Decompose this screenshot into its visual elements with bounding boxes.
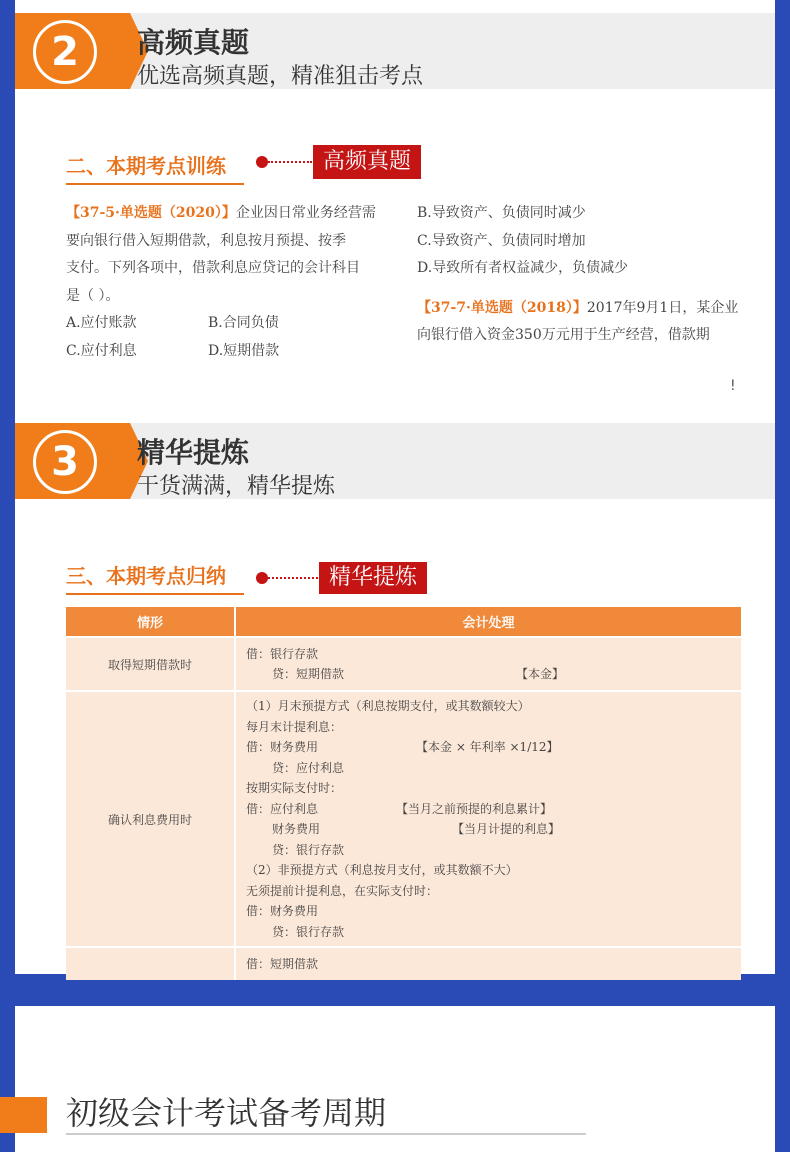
table-row: 取得短期借款时 借：银行存款 贷：短期借款 【本金】 <box>66 637 741 691</box>
summary-heading: 三、本期考点归纳 <box>66 560 226 589</box>
option-c: C.应付利息 <box>66 342 137 359</box>
practice-heading: 二、本期考点训练 <box>66 150 226 179</box>
option-a: A.应付账款 <box>66 315 137 331</box>
question-tag: 【37-7·单选题（2018）】 <box>417 299 587 316</box>
practice-tag: 高频真题 <box>313 145 421 179</box>
row-label: 取得短期借款时 <box>66 637 235 691</box>
summary-tag: 精华提炼 <box>319 562 427 594</box>
option-c-right: C.导致资产、负债同时增加 <box>417 232 586 249</box>
question-options-right: B.导致资产、负债同时减少 C.导致资产、负债同时增加 D.导致所有者权益减少，负债减少 【37-7·单选题（2018）】2017年9月1日，某企业 向银行借入资金350万元用于生产经营，借款期 <box>417 200 747 350</box>
section-number: 2 <box>33 20 97 84</box>
exclamation-mark: ! <box>730 378 736 394</box>
table-header: 会计处理 <box>235 607 741 637</box>
option-d: D.短期借款 <box>208 342 280 359</box>
section-title: 精华提炼 <box>137 436 250 469</box>
section-subtitle: 干货满满，精华提炼 <box>137 474 336 499</box>
table-row: 确认利息费用时 （1）月末预提方式（利息按期支付，或其数额较大） 每月末计提利息： 借：财务费用 【本金 × 年利率 ×1/12】 贷：应付利息 按期实际支付时： 借：应付利息 【当月之前预提的利息累计】 财务费用 【当月计提的利息】 贷：银行存款 （2）非预提方式（利息按月支付，或其数额不大） 无须提前计提利息，在实际支付时： 借：财务费用 贷：银行存款 <box>66 691 741 947</box>
section-number: 3 <box>33 430 97 494</box>
orange-accent-bar <box>0 1097 47 1133</box>
table-header: 情形 <box>66 607 235 637</box>
bottom-section-title: 初级会计考试备考周期 <box>66 1094 387 1132</box>
table-row: 借：短期借款 <box>66 947 741 980</box>
question-tag: 【37-5·单选题（2020）】 <box>66 205 236 221</box>
question-1: 【37-5·单选题（2020）】企业因日常业务经营需 要向银行借入短期借款，利息按月预提、按季 支付。下列各项中，借款利息应贷记的会计科目 是（ ）。 A.应付账款 B.合同负债 C.应付利息 D.短期借款 <box>66 200 396 350</box>
section-title: 高频真题 <box>137 26 250 59</box>
summary-table <box>66 607 741 980</box>
row-label: 确认利息费用时 <box>66 691 235 947</box>
section-subtitle: 优选高频真题，精准狙击考点 <box>137 64 424 89</box>
option-d-right: D.导致所有者权益减少，负债减少 <box>417 260 629 276</box>
option-b-right: B.导致资产、负债同时减少 <box>417 205 586 221</box>
bottom-divider <box>66 1133 586 1135</box>
blue-frame-right-lower <box>775 1006 790 1152</box>
option-b: B.合同负债 <box>208 315 279 331</box>
